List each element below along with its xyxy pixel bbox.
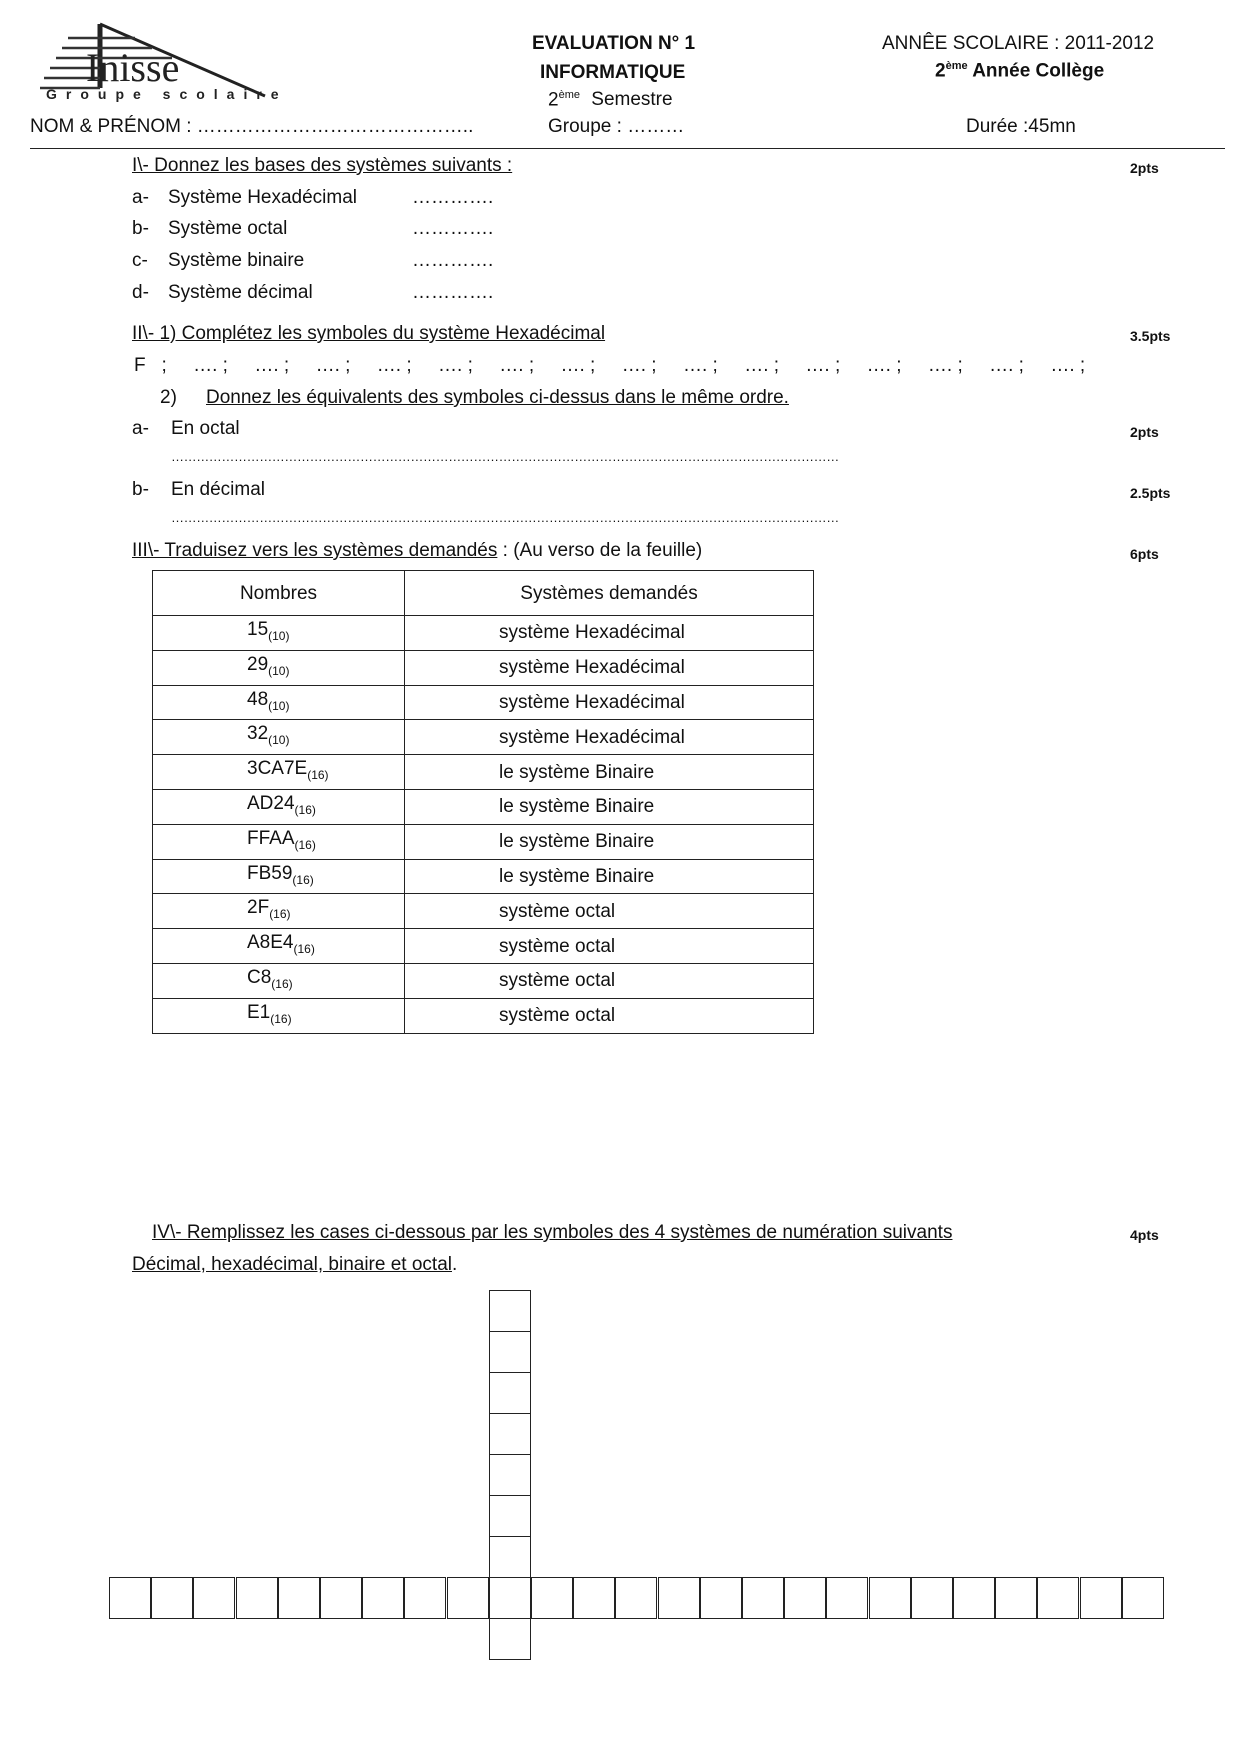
section4-subtitle: Décimal, hexadécimal, binaire et octal	[132, 1254, 452, 1275]
decimal-points: 2.5pts	[1130, 485, 1171, 501]
section3-points: 6pts	[1130, 546, 1159, 562]
section1-item-d-label: Système décimal	[168, 282, 313, 303]
system-cell: le système Binaire	[405, 824, 814, 859]
section1-title: I\- Donnez les bases des systèmes suivants :	[132, 155, 513, 176]
semester-word: Semestre	[591, 89, 673, 111]
number-base: (10)	[268, 628, 290, 643]
grid-cell[interactable]	[1080, 1577, 1122, 1619]
logo-subtitle: Groupe scolaire	[46, 86, 288, 102]
number-base: (10)	[268, 733, 290, 748]
number-base: (16)	[270, 1011, 292, 1026]
number-value: A8E4	[247, 932, 294, 954]
subject-title: INFORMATIQUE	[540, 62, 686, 83]
eval-title: EVALUATION N° 1	[532, 33, 696, 54]
grid-cell[interactable]	[320, 1577, 362, 1619]
system-cell: système octal	[405, 894, 814, 929]
grid-cell[interactable]	[109, 1577, 151, 1619]
name-field[interactable]: NOM & PRÉNOM : ……………………………………..	[30, 116, 474, 137]
number-value: 32	[247, 723, 269, 745]
grid-cell[interactable]	[489, 1618, 531, 1660]
grid-cell[interactable]	[362, 1577, 404, 1619]
number-value: 48	[247, 688, 269, 710]
section1-item-c-letter: c-	[132, 250, 148, 271]
system-cell: système octal	[405, 929, 814, 964]
section1-item-a-blank[interactable]: ………….	[412, 187, 494, 208]
grid-cell[interactable]	[700, 1577, 742, 1619]
octal-answer-line[interactable]: ……………………………………………………………………………………………………………………………………………	[171, 449, 839, 464]
grid-cell[interactable]	[784, 1577, 826, 1619]
grid-cell[interactable]	[869, 1577, 911, 1619]
system-cell: système Hexadécimal	[405, 685, 814, 720]
logo-name: Inisse	[86, 45, 180, 90]
grid-cell[interactable]	[489, 1290, 531, 1332]
number-base: (16)	[292, 872, 314, 887]
system-cell: le système Binaire	[405, 859, 814, 894]
section1-item-d-blank[interactable]: ………….	[412, 282, 494, 303]
system-cell: système Hexadécimal	[405, 720, 814, 755]
octal-points: 2pts	[1130, 424, 1159, 440]
section1-item-d-letter: d-	[132, 282, 149, 303]
decimal-label: En décimal	[171, 479, 265, 500]
number-value: FFAA	[247, 827, 295, 849]
number-base: (16)	[294, 837, 316, 852]
grid-cell[interactable]	[1037, 1577, 1079, 1619]
grid-cell[interactable]	[236, 1577, 278, 1619]
section3-title: III\- Traduisez vers les systèmes demandés	[132, 540, 498, 561]
section2-title: II\- 1) Complétez les symboles du système Hexadécimal	[132, 323, 606, 344]
section1-item-a-letter: a-	[132, 187, 149, 208]
decimal-letter: b-	[132, 479, 149, 500]
section4-title: IV\- Remplissez les cases ci-dessous par les symboles des 4 systèmes de numération suivants	[152, 1222, 953, 1243]
section1-item-c-blank[interactable]: ………….	[412, 250, 494, 271]
section1-item-a-label: Système Hexadécimal	[168, 187, 358, 208]
number-value: C8	[247, 966, 272, 988]
number-value: AD24	[247, 792, 295, 814]
grid-cell[interactable]	[489, 1331, 531, 1373]
grid-cell[interactable]	[278, 1577, 320, 1619]
number-base: (16)	[269, 907, 291, 922]
section4-subtitle-end: .	[452, 1254, 458, 1275]
grid-cell[interactable]	[911, 1577, 953, 1619]
section2-points: 3.5pts	[1130, 328, 1171, 344]
grid-cell[interactable]	[742, 1577, 784, 1619]
grid-cell[interactable]	[573, 1577, 615, 1619]
section1-points: 2pts	[1130, 160, 1159, 176]
section1-item-b-letter: b-	[132, 218, 149, 239]
grid-cell[interactable]	[489, 1454, 531, 1496]
grid-cell[interactable]	[447, 1577, 489, 1619]
number-base: (16)	[294, 802, 316, 817]
class-word: Année Collège	[972, 60, 1105, 82]
system-cell: système Hexadécimal	[405, 650, 814, 685]
number-base: (16)	[307, 767, 329, 782]
semester-sup: ème	[558, 89, 580, 101]
grid-cell[interactable]	[489, 1536, 531, 1578]
system-cell: le système Binaire	[405, 755, 814, 790]
section3-note: : (Au verso de la feuille)	[497, 540, 703, 561]
section1-item-c-label: Système binaire	[168, 250, 305, 271]
class-sup: ème	[945, 60, 968, 72]
section1-item-b-label: Système octal	[168, 218, 288, 239]
number-base: (10)	[268, 663, 290, 678]
number-value: 15	[247, 619, 269, 640]
col-header-numbers: Nombres	[153, 571, 405, 616]
grid-cell[interactable]	[489, 1372, 531, 1414]
number-base: (16)	[293, 941, 315, 956]
class-num: 2	[935, 60, 946, 82]
grid-cell[interactable]	[151, 1577, 193, 1619]
system-cell: système Hexadécimal	[405, 616, 814, 651]
octal-label: En octal	[171, 418, 240, 439]
section4-points: 4pts	[1130, 1227, 1159, 1243]
grid-cell[interactable]	[531, 1577, 573, 1619]
section2-q2-text: Donnez les équivalents des symboles ci-dessus dans le même ordre.	[206, 387, 789, 408]
col-header-systems: Systèmes demandés	[405, 571, 814, 616]
system-cell: système octal	[405, 963, 814, 998]
octal-letter: a-	[132, 418, 149, 439]
number-base: (10)	[268, 698, 290, 713]
grid-cell[interactable]	[489, 1577, 531, 1619]
hex-symbols-line[interactable]: F ; …. ; …. ; …. ; …. ; …. ; …. ; …. ; …. ; …. ; …. ; …. ; …. ; …. ; …. ; …. ;	[134, 355, 1086, 376]
grid-cell[interactable]	[1122, 1577, 1164, 1619]
grid-cell[interactable]	[953, 1577, 995, 1619]
grid-cell[interactable]	[404, 1577, 446, 1619]
group-field[interactable]: Groupe : ………	[548, 116, 685, 137]
grid-cell[interactable]	[193, 1577, 235, 1619]
number-value: E1	[247, 1001, 271, 1023]
section1-item-b-blank[interactable]: ………….	[412, 218, 494, 239]
number-value: FB59	[247, 862, 293, 884]
number-value: 3CA7E	[247, 758, 308, 780]
number-base: (16)	[271, 976, 293, 991]
semester-num: 2	[548, 89, 559, 111]
grid-cell[interactable]	[995, 1577, 1037, 1619]
number-value: 2F	[247, 897, 270, 919]
grid-cell[interactable]	[615, 1577, 657, 1619]
system-cell: système octal	[405, 998, 814, 1033]
duration-label: Durée :45mn	[966, 116, 1076, 137]
school-year: ANNÊE SCOLAIRE : 2011-2012	[882, 33, 1155, 54]
system-cell: le système Binaire	[405, 789, 814, 824]
grid-cell[interactable]	[826, 1577, 868, 1619]
grid-cell[interactable]	[489, 1495, 531, 1537]
grid-cell[interactable]	[658, 1577, 700, 1619]
grid-cell[interactable]	[489, 1413, 531, 1455]
decimal-answer-line[interactable]: ……………………………………………………………………………………………………………………………………………	[171, 510, 839, 525]
number-value: 29	[247, 653, 269, 675]
section2-q2-num: 2)	[160, 387, 177, 408]
